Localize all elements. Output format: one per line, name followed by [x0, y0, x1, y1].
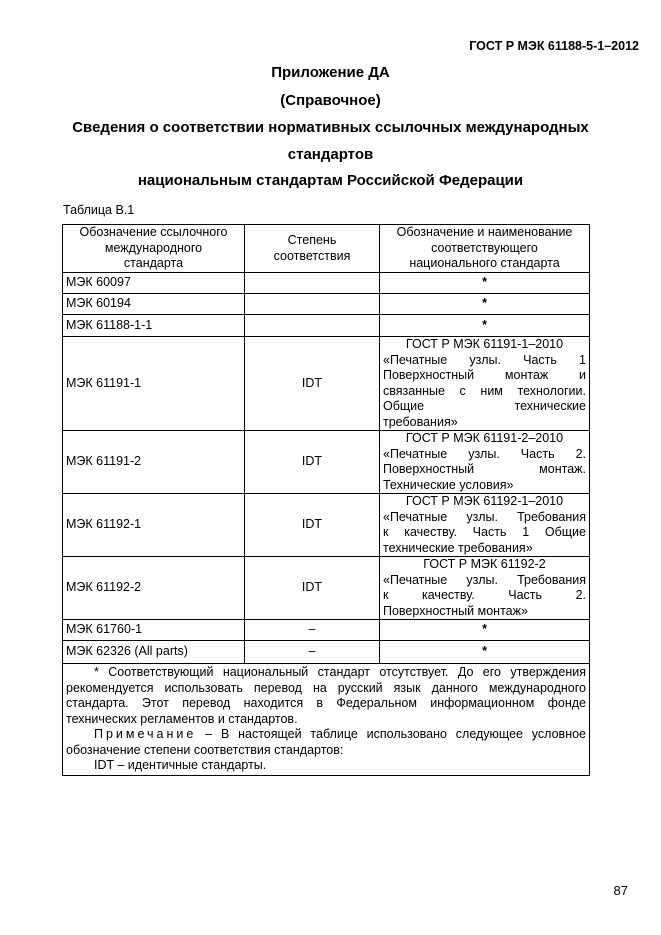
header-text: национального стандарта — [409, 256, 560, 271]
header-text: стандарта — [123, 256, 184, 271]
header-text: Обозначение ссылочного — [79, 225, 228, 240]
national-line: «Печатные узлы. Часть 1 — [383, 352, 586, 367]
page-number: 87 — [613, 883, 628, 898]
header-text: международного — [104, 240, 203, 255]
table-header-row — [63, 225, 590, 273]
national-line: ГОСТ Р МЭК 61191-2–2010 — [405, 431, 564, 445]
appendix-kind: (Справочное) — [280, 92, 381, 109]
table-row — [63, 557, 590, 620]
cell-national — [380, 494, 590, 557]
appendix-heading-line3: национальным стандартам Российской Федерации — [137, 172, 524, 189]
cell-national — [380, 557, 590, 620]
table-row — [63, 273, 590, 294]
header-text: Степень — [287, 233, 337, 247]
appendix-heading-line2: стандартов — [287, 146, 374, 163]
cell-international: МЭК 60097 — [63, 273, 245, 294]
national-line: требования» — [383, 414, 458, 429]
cell-degree: IDT — [245, 431, 380, 494]
cell-degree: IDT — [245, 494, 380, 557]
cell-national: * — [380, 620, 590, 641]
cell-national: * — [380, 294, 590, 315]
appendix-title: Приложение ДА — [271, 64, 390, 81]
table-row — [63, 337, 590, 431]
cell-international: МЭК 61760-1 — [63, 620, 245, 641]
cell-national: * — [380, 641, 590, 664]
table-row — [63, 620, 590, 641]
table-notes — [63, 664, 590, 776]
table-row — [63, 294, 590, 315]
national-line: «Печатные узлы. Требования — [383, 572, 586, 587]
table-row — [63, 494, 590, 557]
footnote-text: * Соответствующий национальный стандарт отсутствует. До его утверждения рекомендуется использовать перевод на русский язык данного международного стандарта. Этот перевод находится в Федеральном информационном фонде технических регламентов и стандартов. — [66, 665, 586, 726]
national-line: связанные с ним технологии. — [383, 383, 586, 398]
national-line: Технические условия» — [383, 477, 514, 492]
header-international-standard — [63, 225, 245, 273]
correspondence-table — [62, 224, 590, 776]
cell-degree — [245, 315, 380, 337]
table-row — [63, 431, 590, 494]
cell-international: МЭК 61192-2 — [63, 557, 245, 620]
cell-degree: IDT — [245, 337, 380, 431]
cell-international: МЭК 60194 — [63, 294, 245, 315]
national-line: ГОСТ Р МЭК 61192-2 — [423, 557, 546, 571]
document-code: ГОСТ Р МЭК 61188-5-1–2012 — [469, 39, 639, 53]
cell-international: МЭК 61188-1-1 — [63, 315, 245, 337]
cell-international: МЭК 62326 (All parts) — [63, 641, 245, 664]
note-label: Примечание — [94, 727, 197, 741]
table-row — [63, 641, 590, 664]
cell-national: * — [380, 273, 590, 294]
note-paragraph — [66, 727, 586, 758]
header-text: соответствия — [273, 248, 351, 263]
cell-degree: IDT — [245, 557, 380, 620]
table-row — [63, 315, 590, 337]
national-line: ГОСТ Р МЭК 61192-1–2010 — [405, 494, 564, 508]
cell-degree — [245, 273, 380, 294]
note-text: – В настоящей таблице использовано следующее условное обозначение степени соответствия стандартов: — [66, 727, 586, 757]
appendix-heading-line1: Сведения о соответствии нормативных ссылочных международных — [72, 119, 589, 136]
header-degree — [245, 225, 380, 273]
national-line: к качеству. Часть 1 Общие — [383, 525, 586, 539]
national-line: Поверхностный монтаж» — [383, 603, 528, 618]
table-notes-row — [63, 664, 590, 776]
national-line: ГОСТ Р МЭК 61191-1–2010 — [405, 337, 564, 351]
national-line: Поверхностный монтаж. — [383, 462, 586, 476]
cell-degree: – — [245, 641, 380, 664]
table-caption: Таблица В.1 — [63, 203, 135, 217]
cell-national: * — [380, 315, 590, 337]
cell-national — [380, 337, 590, 431]
national-line: «Печатные узлы. Требования — [383, 509, 586, 524]
national-line: к качеству. Часть 2. — [383, 588, 586, 602]
header-text: Обозначение и наименование — [396, 225, 573, 240]
national-line: технические требования» — [383, 540, 533, 555]
national-line: Общие технические — [383, 399, 586, 413]
cell-national — [380, 431, 590, 494]
cell-international: МЭК 61192-1 — [63, 494, 245, 557]
cell-international: МЭК 61191-1 — [63, 337, 245, 431]
cell-degree — [245, 294, 380, 315]
idt-definition: IDT – идентичные стандарты. — [94, 758, 267, 772]
header-text: соответствующего — [431, 240, 538, 255]
national-line: «Печатные узлы. Часть 2. — [383, 446, 586, 461]
cell-international: МЭК 61191-2 — [63, 431, 245, 494]
cell-degree: – — [245, 620, 380, 641]
national-line: Поверхностный монтаж и — [383, 368, 586, 382]
header-national-standard — [380, 225, 590, 273]
